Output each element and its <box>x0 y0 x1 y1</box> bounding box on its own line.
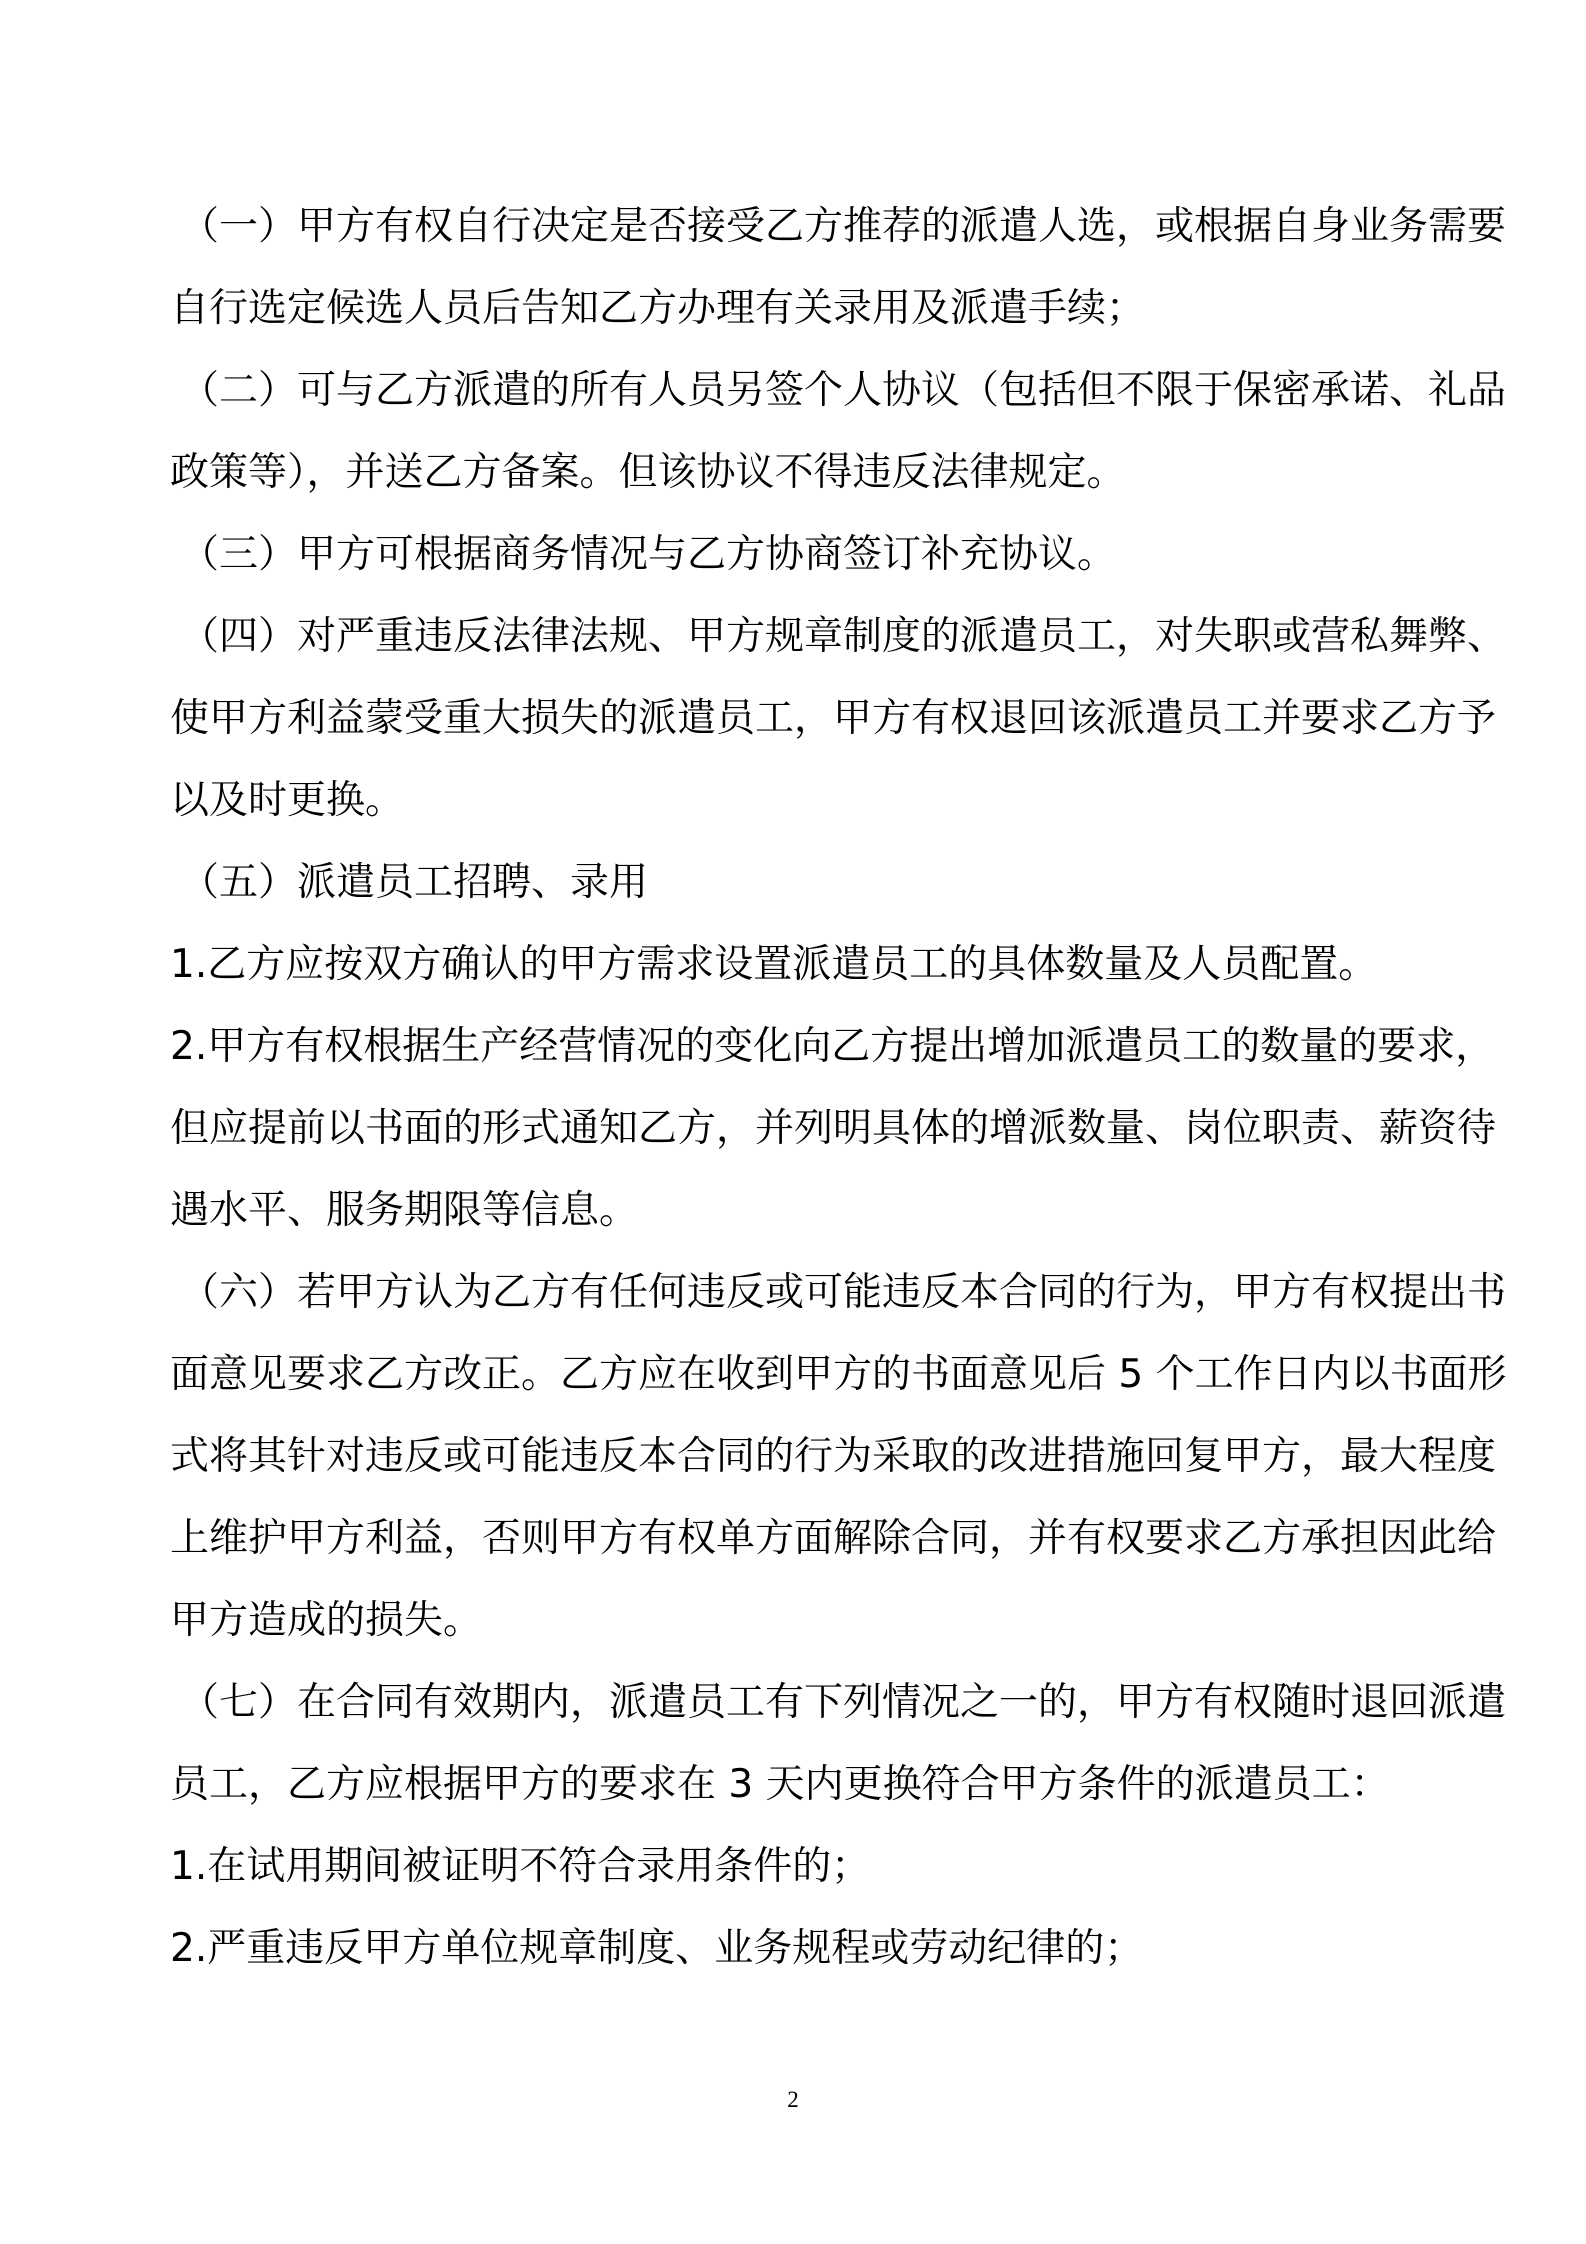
text-line: （四）对严重违反法律法规、甲方规章制度的派遣员工，对失职或营私舞弊、 <box>180 614 1507 659</box>
text-line: 面意见要求乙方改正。乙方应在收到甲方的书面意见后 5 个工作日内以书面形 <box>170 1352 1507 1397</box>
text-line: 政策等），并送乙方备案。但该协议不得违反法律规定。 <box>170 450 1126 495</box>
text-line: （六）若甲方认为乙方有任何违反或可能违反本合同的行为，甲方有权提出书 <box>180 1270 1507 1315</box>
clause-4 <box>170 607 1507 853</box>
text-line: 自行选定候选人员后告知乙方办理有关录用及派遣手续； <box>170 286 1146 331</box>
clause-7 <box>170 1673 1507 1837</box>
text-line: 员工，乙方应根据甲方的要求在 3 天内更换符合甲方条件的派遣员工： <box>170 1762 1390 1807</box>
text-line: 但应提前以书面的形式通知乙方，并列明具体的增派数量、岗位职责、薪资待 <box>170 1106 1497 1151</box>
clause-5-item-1 <box>170 935 1446 1017</box>
clause-7-item-2 <box>170 1919 1446 2001</box>
text-line: 式将其针对违反或可能违反本合同的行为采取的改进措施回复甲方，最大程度 <box>170 1434 1497 1479</box>
text-line: （五）派遣员工招聘、录用 <box>180 860 649 905</box>
text-line: 以及时更换。 <box>170 778 405 823</box>
text-line: 2.甲方有权根据生产经营情况的变化向乙方提出增加派遣员工的数量的要求， <box>170 1024 1495 1069</box>
text-line: 2.严重违反甲方单位规章制度、业务规程或劳动纪律的； <box>170 1926 1144 1971</box>
clause-6 <box>170 1263 1507 1673</box>
clause-3 <box>170 525 1446 607</box>
clause-7-item-1 <box>170 1837 1446 1919</box>
clause-5-heading <box>170 853 1446 935</box>
text-line: 甲方造成的损失。 <box>170 1598 483 1643</box>
clause-1 <box>170 197 1507 361</box>
text-line: （二）可与乙方派遣的所有人员另签个人协议（包括但不限于保密承诺、礼品 <box>180 368 1507 413</box>
text-line: 1.在试用期间被证明不符合录用条件的； <box>170 1844 871 1889</box>
text-line: （七）在合同有效期内，派遣员工有下列情况之一的，甲方有权随时退回派遣 <box>180 1680 1507 1725</box>
page-number: 2 <box>787 2087 799 2112</box>
text-line: 上维护甲方利益，否则甲方有权单方面解除合同，并有权要求乙方承担因此给 <box>170 1516 1497 1561</box>
clause-2 <box>170 361 1507 525</box>
text-line: 遇水平、服务期限等信息。 <box>170 1188 639 1233</box>
clause-5-item-2 <box>170 1017 1497 1263</box>
text-line: （三）甲方可根据商务情况与乙方协商签订补充协议。 <box>180 532 1117 577</box>
text-line: （一）甲方有权自行决定是否接受乙方推荐的派遣人选，或根据自身业务需要 <box>180 204 1507 249</box>
document-body <box>170 197 1507 2001</box>
text-line: 使甲方利益蒙受重大损失的派遣员工，甲方有权退回该派遣员工并要求乙方予 <box>170 696 1497 741</box>
text-line: 1.乙方应按双方确认的甲方需求设置派遣员工的具体数量及人员配置。 <box>170 942 1378 987</box>
